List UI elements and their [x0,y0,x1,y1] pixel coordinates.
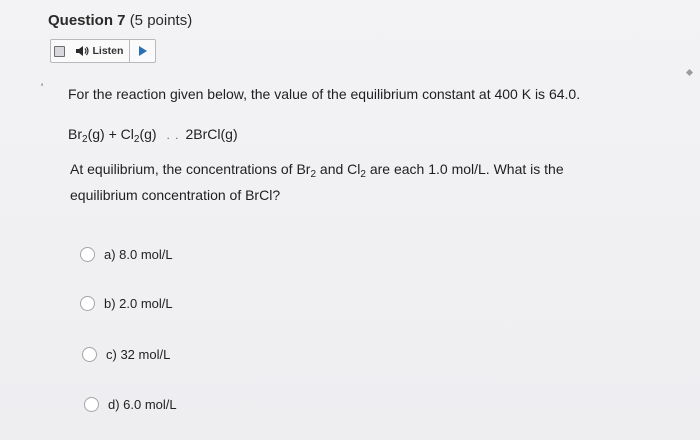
reactant-1-subscript: 2 [82,134,88,145]
answer-option-a[interactable] [80,247,173,262]
radio-button[interactable] [84,397,99,412]
radio-button[interactable] [80,247,95,262]
listen-label: Listen [92,45,124,57]
listen-toolbar [50,39,156,63]
play-button[interactable] [130,40,155,62]
reactant-1: Br [68,126,82,142]
question-prompt [70,159,630,205]
answer-option-c[interactable] [82,347,170,362]
radio-button[interactable] [82,347,97,362]
option-label: b) 2.0 mol/L [104,296,173,311]
question-number: Question 7 [48,12,126,29]
radio-button[interactable] [80,296,95,311]
option-label: d) 6.0 mol/L [108,397,177,412]
answer-option-b[interactable] [80,296,173,311]
prompt-part-1: At equilibrium, the concentrations of Br [70,161,311,177]
listen-button[interactable] [68,40,131,62]
option-label: a) 8.0 mol/L [104,247,173,262]
question-points: (5 points) [129,12,193,29]
product: 2BrCl(g) [185,126,238,142]
reactant-2: Cl [120,126,134,142]
answer-option-d[interactable] [84,397,177,412]
prompt-part-2: and Cl [316,161,361,177]
question-title [48,12,192,29]
reactant-1-state: (g) [87,126,105,142]
equilibrium-arrow: . . [166,128,180,142]
reactant-2-subscript: 2 [133,134,140,145]
question-intro: For the reaction given below, the value of the equilibrium constant at 400 K is 64.0. [68,86,581,102]
document-icon[interactable] [54,46,65,57]
play-icon [139,46,147,56]
reaction-equation [68,124,238,150]
prompt-subscript-2: 2 [360,169,366,180]
plus-sign: + [108,126,117,142]
prompt-subscript-1: 2 [310,169,317,180]
option-label: c) 32 mol/L [106,347,171,362]
decorative-mark [686,69,693,76]
prompt-part-3: are each 1.0 mol/L. What is the equilibrium concentration of BrCl? [70,161,564,203]
speaker-icon [76,45,90,57]
reactant-2-state: (g) [139,126,157,142]
stray-mark: ' [41,82,44,94]
